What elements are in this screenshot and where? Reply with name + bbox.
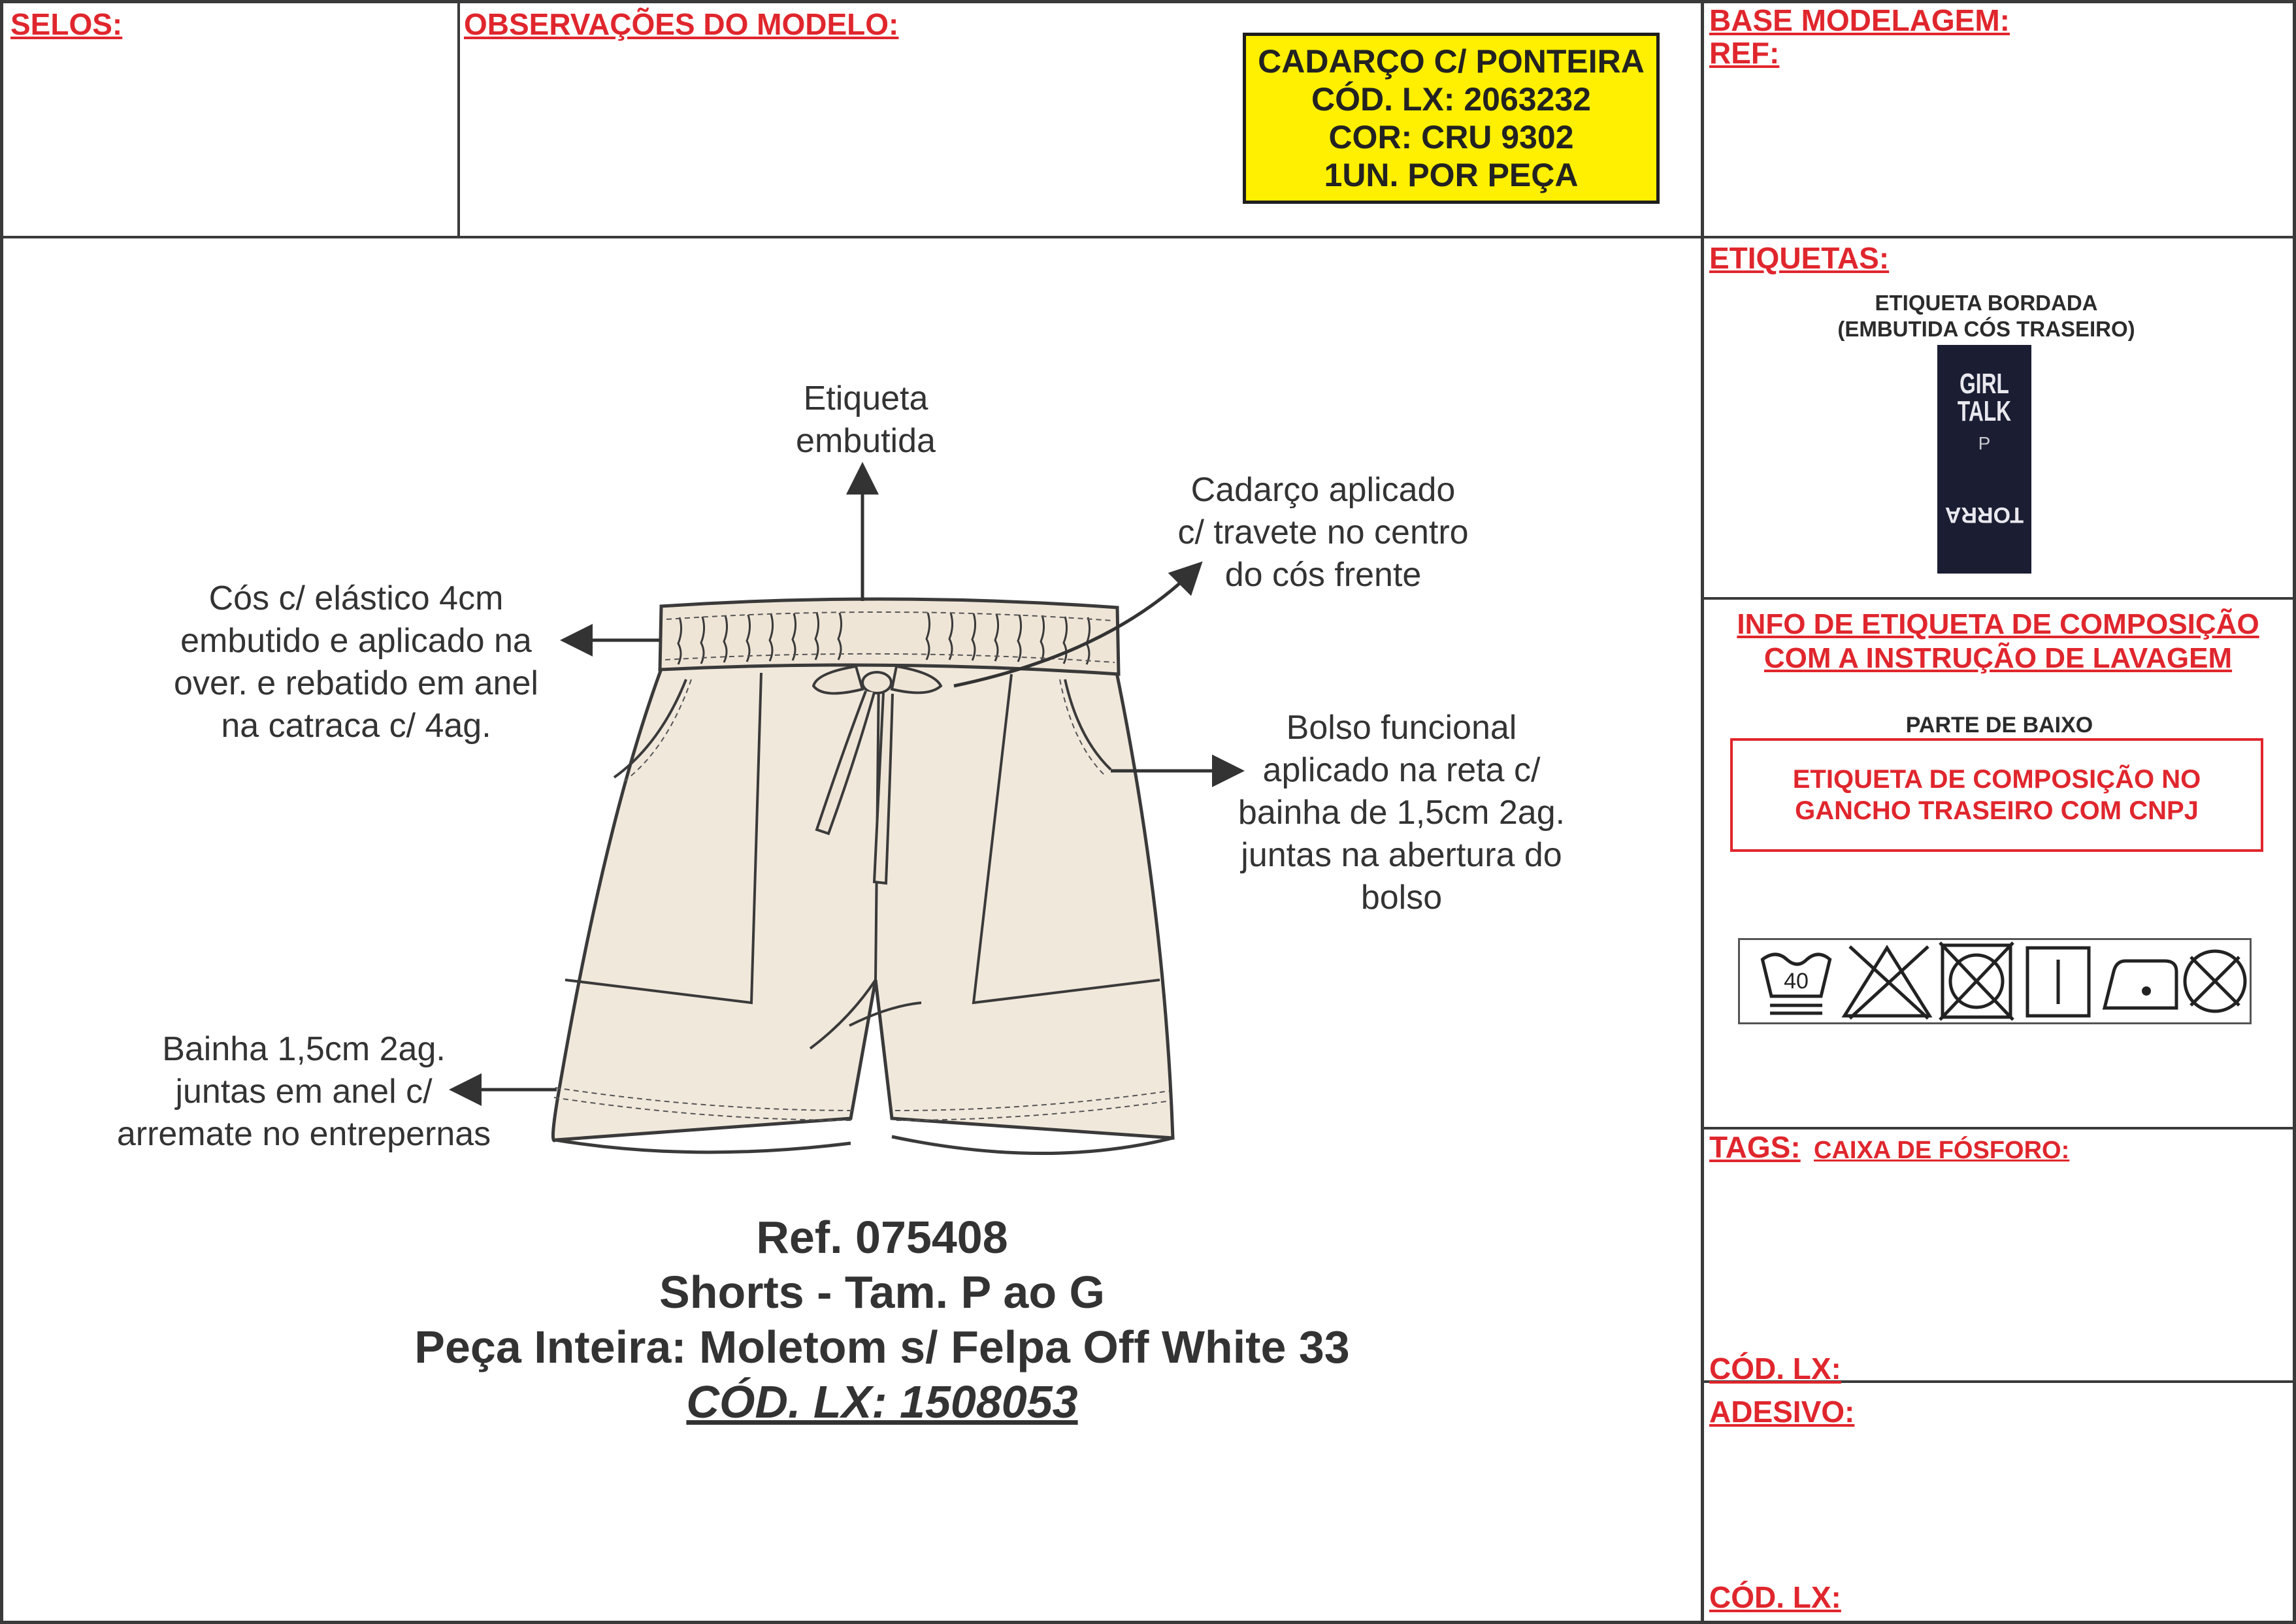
- label-size: P: [1978, 433, 1991, 453]
- callout-etiqueta-embutida: [719, 378, 1013, 463]
- callout-line: Etiqueta: [803, 380, 928, 417]
- torra-logo: TORRA: [1944, 502, 2024, 527]
- composition-notice-line: GANCHO TRASEIRO COM CNPJ: [1795, 796, 2199, 825]
- do-not-dry-clean-icon: [2179, 940, 2251, 1022]
- wash-40-icon: [1753, 940, 1838, 1022]
- callout-cadarco: [1111, 469, 1535, 596]
- callout-line: juntas em anel c/: [175, 1073, 433, 1111]
- composition-heading-line: INFO DE ETIQUETA DE COMPOSIÇÃO: [1737, 608, 2259, 640]
- svg-text:40: 40: [1784, 969, 1809, 994]
- composition-heading: [1704, 608, 2292, 675]
- callout-line: aplicado na reta c/: [1262, 751, 1541, 789]
- trim-line: 1UN. POR PEÇA: [1324, 157, 1579, 193]
- product-material: Peça Inteira: Moletom s/ Felpa Off White 33: [414, 1322, 1350, 1372]
- composition-notice-line: ETIQUETA DE COMPOSIÇÃO NO: [1792, 765, 2201, 794]
- callout-bolso: [1183, 707, 1620, 919]
- trim-line: COR: CRU 9302: [1328, 119, 1574, 155]
- callout-line: na catraca c/ 4ag.: [221, 707, 491, 745]
- callout-line: over. e rebatido em anel: [174, 664, 538, 702]
- caixa-fosforo-heading: CAIXA DE FÓSFORO:: [1814, 1137, 2070, 1164]
- callout-line: Cós c/ elástico 4cm: [208, 579, 504, 617]
- label-caption: [1725, 290, 2248, 342]
- callout-line: Bolso funcional: [1286, 709, 1517, 747]
- product-code: CÓD. LX: 1508053: [686, 1376, 1078, 1427]
- product-name: Shorts - Tam. P ao G: [659, 1267, 1105, 1318]
- brand-woven-label: [1937, 345, 2031, 574]
- line-dry-icon: [2022, 940, 2094, 1022]
- callout-line: Bainha 1,5cm 2ag.: [162, 1030, 446, 1068]
- base-modelagem-heading: BASE MODELAGEM:: [1709, 3, 2010, 37]
- iron-low-icon: [2099, 940, 2182, 1022]
- composition-heading-line: COM A INSTRUÇÃO DE LAVAGEM: [1763, 642, 2233, 674]
- callout-line: juntas na abertura do: [1241, 836, 1562, 874]
- adesivo-cod-lx: CÓD. LX:: [1709, 1580, 1841, 1614]
- callout-cos: [118, 577, 595, 747]
- divider-etiquetas-bottom: [1702, 597, 2296, 600]
- etiquetas-heading: ETIQUETAS:: [1709, 241, 1890, 275]
- trim-line: CÓD. LX: 2063232: [1311, 81, 1591, 118]
- divider-composition-bottom: [1702, 1127, 2296, 1129]
- callout-line: embutida: [796, 422, 936, 460]
- parte-de-baixo-label: PARTE DE BAIXO: [1905, 713, 2093, 738]
- composition-notice-box: [1730, 738, 2263, 852]
- do-not-bleach-icon: [1838, 940, 1936, 1022]
- callout-line: bolso: [1360, 879, 1443, 917]
- tags-cod-lx: CÓD. LX:: [1709, 1352, 1841, 1386]
- callout-line: bainha de 1,5cm 2ag.: [1238, 794, 1566, 832]
- callout-line: c/ travete no centro: [1177, 513, 1469, 551]
- tags-heading: TAGS:: [1709, 1130, 1801, 1164]
- trim-line: CADARÇO C/ PONTEIRA: [1258, 43, 1645, 80]
- waistband: [660, 599, 1119, 674]
- callout-line: arremate no entrepernas: [116, 1115, 491, 1153]
- callout-line: do cós frente: [1224, 556, 1422, 594]
- brand-name-line-1: GIRL: [1960, 368, 2009, 400]
- care-symbols-strip: [1738, 938, 2252, 1024]
- adesivo-heading: ADESIVO:: [1709, 1395, 1855, 1429]
- brand-name-line-2: TALK: [1957, 395, 2012, 427]
- selos-heading: SELOS:: [10, 7, 123, 41]
- label-caption-line: ETIQUETA BORDADA: [1875, 291, 2098, 315]
- ref-heading: REF:: [1709, 36, 1780, 70]
- callout-bainha: [65, 1028, 542, 1156]
- label-caption-line: (EMBUTIDA CÓS TRASEIRO): [1837, 317, 2135, 341]
- callout-line: Cadarço aplicado: [1190, 471, 1456, 509]
- product-ref: Ref. 075408: [756, 1212, 1008, 1263]
- do-not-tumble-dry-icon: [1937, 940, 2016, 1022]
- callout-line: embutido e aplicado na: [180, 622, 532, 660]
- observacoes-heading: OBSERVAÇÕES DO MODELO:: [464, 7, 899, 41]
